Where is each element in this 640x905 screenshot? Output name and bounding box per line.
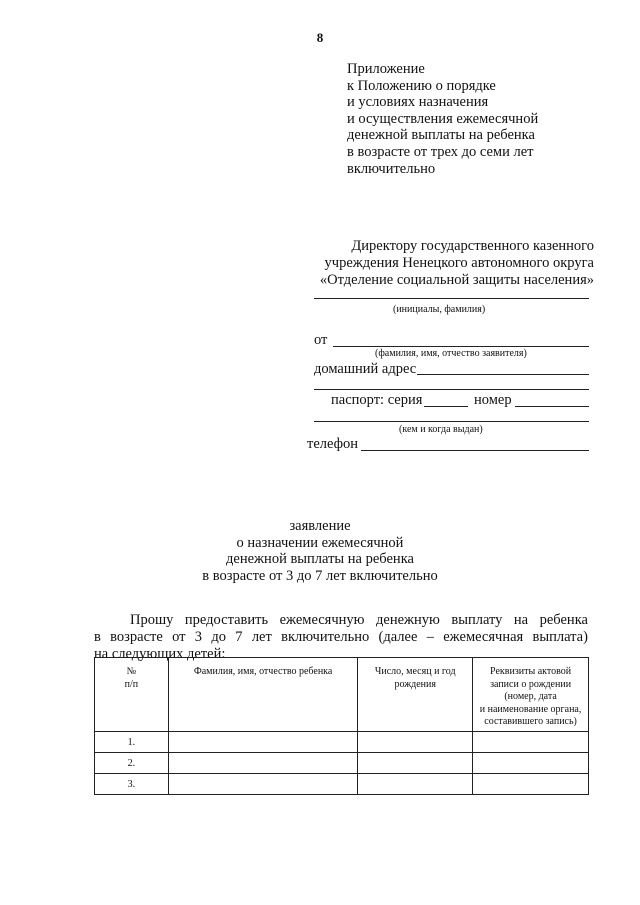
annex-heading <box>347 61 538 177</box>
header-number: № п/п <box>95 658 169 732</box>
word: ежемесячную <box>279 612 365 628</box>
table-row <box>95 732 589 753</box>
word: ежемесячная <box>443 629 524 645</box>
title-line: заявление <box>289 518 351 534</box>
annex-line: и условиях назначения <box>347 94 489 111</box>
child-name-cell[interactable] <box>168 753 358 774</box>
word: на <box>513 612 529 628</box>
issued-hint: (кем и когда выдан) <box>399 424 483 435</box>
annex-line: к Положению о порядке <box>347 77 496 94</box>
child-name-cell[interactable] <box>168 774 358 795</box>
request-line-3: на следующих детей: <box>94 646 226 662</box>
phone-fill-line[interactable] <box>361 450 589 451</box>
word: возрасте <box>110 629 163 645</box>
annex-line: денежной выплаты на ребенка <box>347 127 535 144</box>
word: ребенка <box>539 612 588 628</box>
address-fill-line[interactable] <box>417 374 589 375</box>
word: (далее <box>378 629 418 645</box>
word: выплата) <box>532 629 588 645</box>
application-title <box>0 518 640 584</box>
word: – <box>426 629 434 645</box>
row-number: 1. <box>95 732 169 753</box>
word: предоставить <box>184 612 269 628</box>
row-number: 3. <box>95 774 169 795</box>
word: до <box>211 629 226 645</box>
table-header-row <box>95 658 589 732</box>
from-label: от <box>314 332 328 348</box>
header-birth-date: Число, месяц и год рождения <box>358 658 473 732</box>
passport-series-label: паспорт: серия <box>331 392 423 408</box>
word: от <box>172 629 186 645</box>
annex-line: включительно <box>347 160 436 177</box>
header-birth-record: Реквизиты актовой записи о рождении (номер, дата и наименование органа, составившего запись) <box>473 658 589 732</box>
word: включительно <box>281 629 370 645</box>
initials-hint: (инициалы, фамилия) <box>393 304 486 315</box>
applicant-fill-line[interactable] <box>333 346 589 347</box>
title-line: в возрасте от 3 до 7 лет включительно <box>202 567 438 584</box>
annex-line: в возрасте от трех до семи лет <box>347 143 534 160</box>
word: в <box>94 629 101 645</box>
word: денежную <box>376 612 440 628</box>
birth-date-cell[interactable] <box>358 732 473 753</box>
phone-label: телефон <box>307 436 359 452</box>
word: 7 <box>235 629 243 645</box>
title-line: о назначении ежемесячной <box>236 534 404 551</box>
annex-line: Приложение <box>347 61 425 77</box>
page-number: 8 <box>316 30 324 45</box>
applicant-hint: (фамилия, имя, отчество заявителя) <box>375 348 527 359</box>
addressee-line: Директору государственного казенного <box>351 238 594 254</box>
addressee-block <box>300 238 594 289</box>
children-table <box>94 657 589 795</box>
request-line-1 <box>94 612 588 629</box>
child-name-cell[interactable] <box>168 732 358 753</box>
request-line-2 <box>94 629 588 646</box>
addressee-line: учреждения Ненецкого автономного округа <box>324 255 594 271</box>
birth-date-cell[interactable] <box>358 753 473 774</box>
birth-record-cell[interactable] <box>473 732 589 753</box>
word: 3 <box>194 629 203 645</box>
header-child-name: Фамилия, имя, отчество ребенка <box>168 658 358 732</box>
word: Прошу <box>130 612 174 628</box>
address-label: домашний адрес <box>314 361 417 377</box>
word: выплату <box>451 612 503 628</box>
title-line: денежной выплаты на ребенка <box>226 551 414 568</box>
word: лет <box>251 629 272 645</box>
table-row <box>95 774 589 795</box>
addressee-line: «Отделение социальной защиты населения» <box>319 272 594 288</box>
annex-line: и осуществления ежемесячной <box>347 110 539 127</box>
passport-number-label: номер <box>474 392 512 408</box>
table-row <box>95 753 589 774</box>
birth-record-cell[interactable] <box>473 753 589 774</box>
passport-number-fill[interactable] <box>515 406 589 407</box>
initials-fill-line[interactable] <box>314 298 589 299</box>
birth-date-cell[interactable] <box>358 774 473 795</box>
row-number: 2. <box>95 753 169 774</box>
passport-issued-fill[interactable] <box>314 421 589 422</box>
request-paragraph <box>94 612 588 663</box>
birth-record-cell[interactable] <box>473 774 589 795</box>
address-fill-line-2[interactable] <box>314 389 589 390</box>
passport-series-fill[interactable] <box>424 406 468 407</box>
